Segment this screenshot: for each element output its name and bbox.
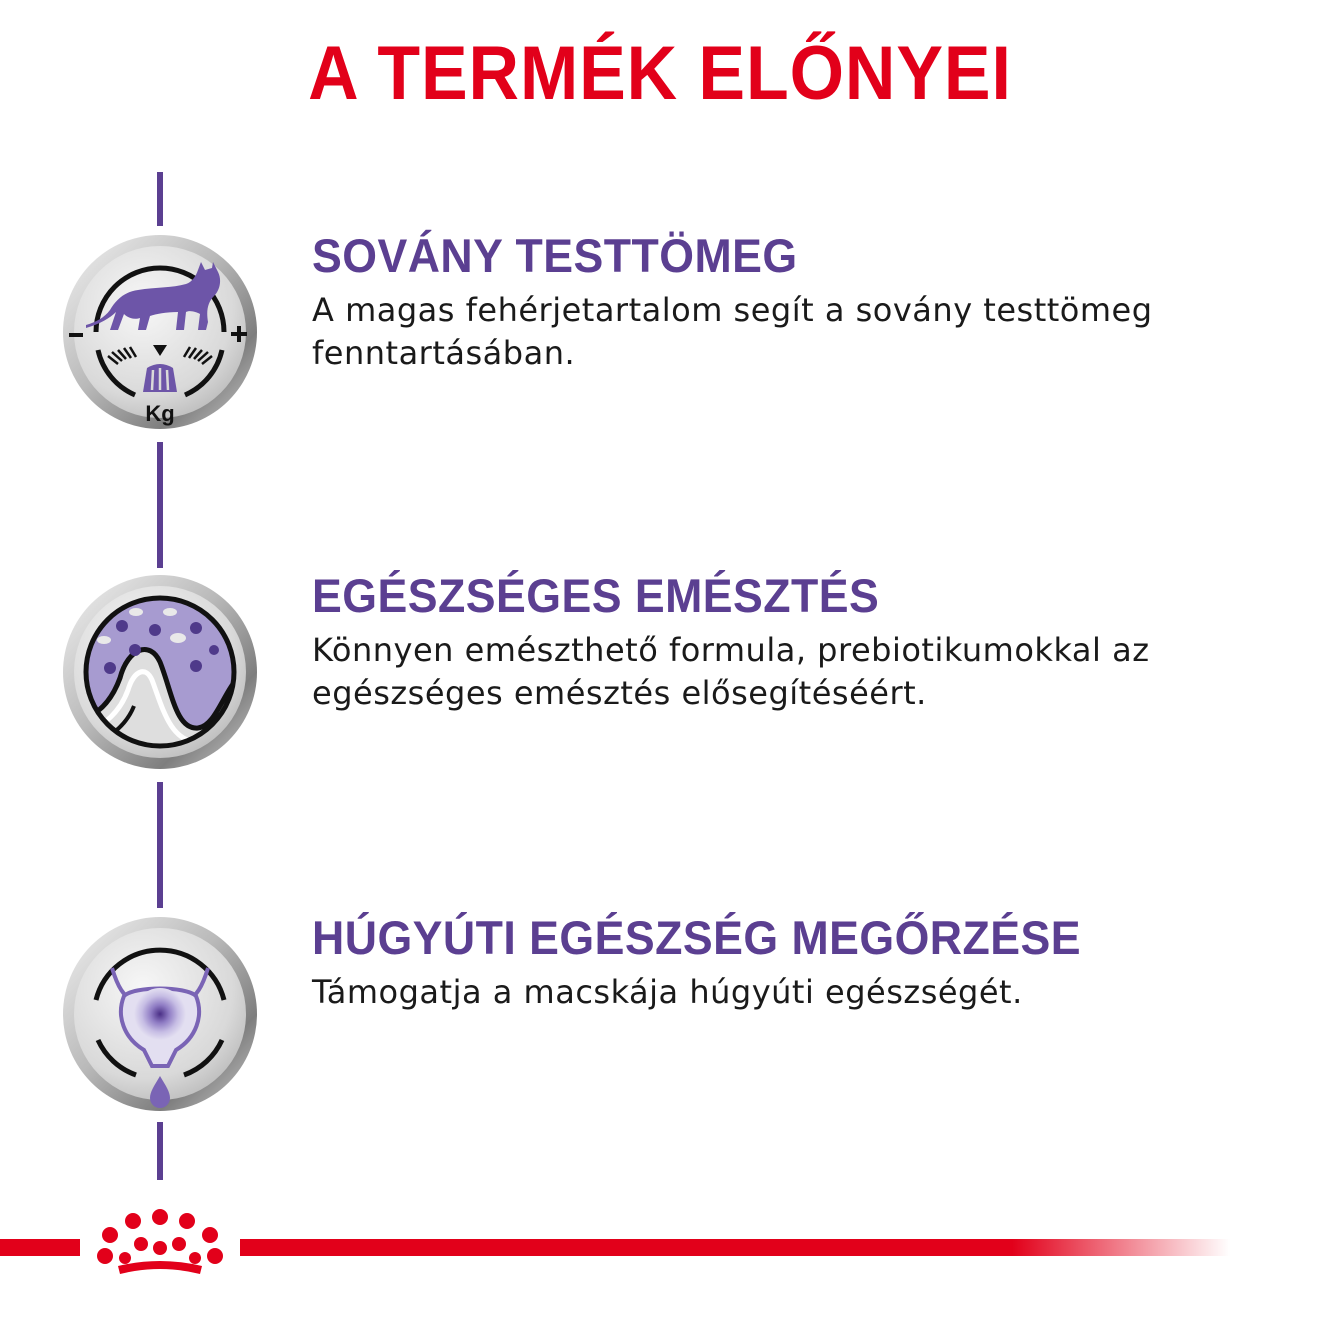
benefit-text-line: Támogatja a macskája húgyúti egészségét.: [312, 973, 1023, 1011]
footer-bar-right: [240, 1239, 1230, 1256]
benefit-lean-mass: [312, 228, 1272, 375]
cat-weight-scale-icon: [63, 235, 257, 429]
benefit-text-line: Könnyen emészthető formula, prebiotikumokkal az: [312, 631, 1150, 669]
benefit-heading: HÚGYÚTI EGÉSZSÉG MEGŐRZÉSE: [312, 911, 1082, 964]
benefit-text: [312, 971, 1272, 1014]
footer: [0, 1200, 1320, 1300]
footer-bar-left: [0, 1239, 80, 1256]
benefit-text: [312, 289, 1272, 375]
timeline: [0, 0, 320, 1320]
icon-kg-label: Kg: [145, 401, 175, 426]
benefit-text-line: egészséges emésztés elősegítéséért.: [312, 674, 927, 712]
benefit-digestion: [312, 568, 1272, 715]
benefit-urinary: [312, 910, 1272, 1014]
bladder-icon: [63, 917, 257, 1111]
royal-crown-icon: [97, 1209, 223, 1274]
benefit-heading: EGÉSZSÉGES EMÉSZTÉS: [312, 569, 880, 622]
benefit-text-line: fenntartásában.: [312, 334, 576, 372]
digestion-icon: [63, 575, 257, 769]
benefit-text: [312, 629, 1272, 715]
benefit-text-line: A magas fehérjetartalom segít a sovány testtömeg: [312, 291, 1153, 329]
benefit-heading: SOVÁNY TESTTÖMEG: [312, 229, 798, 282]
page-title: A TERMÉK ELŐNYEI: [308, 31, 1012, 116]
